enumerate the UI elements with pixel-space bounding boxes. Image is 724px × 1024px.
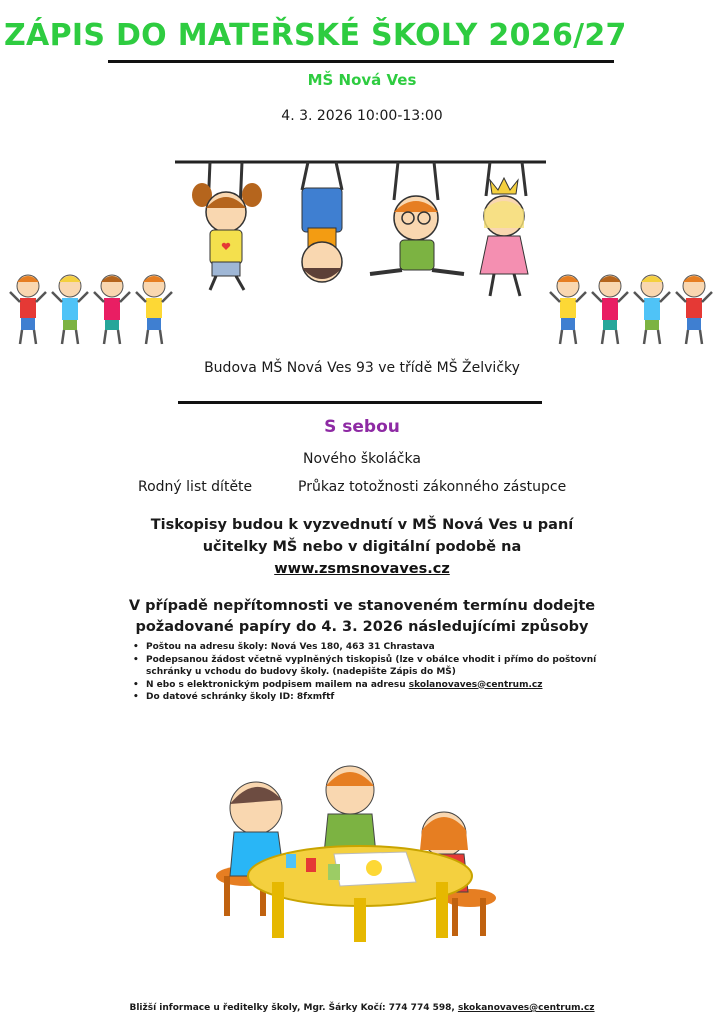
footer-contact: Bližší informace u ředitelky školy, Mgr. Šárky Kočí: 774 774 598, skokanovaves@centrum.cz — [129, 1003, 595, 1013]
page-title: ZÁPIS DO MATEŘSKÉ ŠKOLY 2026/27 — [4, 18, 627, 53]
footer-email-link[interactable]: skokanovaves@centrum.cz — [457, 1003, 595, 1013]
divider-top — [108, 60, 614, 63]
bring-heading: S sebou — [324, 417, 400, 437]
hanging-kid-2 — [302, 162, 342, 282]
forms-paragraph — [0, 514, 724, 580]
list-item: • Podepsanou žádost včetně vyplněných tiskopisů (lze v obálce vhodit i přímo do poštovní schránky u vchodu do budovy školy. (nadepište Zápis do MŠ) — [132, 654, 602, 679]
list-item: • Poštou na adresu školy: Nová Ves 180, 463 31 Chrastava — [132, 641, 602, 654]
event-datetime: 4. 3. 2026 10:00-13:00 — [281, 108, 443, 124]
absence-line-2: požadované papíry do 4. 3. 2026 následujícími způsoby — [135, 619, 589, 635]
bring-item-birth-certificate: Rodný list dítěte — [138, 479, 253, 495]
kids-drawing-illustration — [210, 758, 510, 948]
divider-middle — [178, 401, 542, 404]
list-item: • N ebo s elektronickým podpisem mailem na adresu skolanovaves@centrum.cz — [132, 679, 602, 692]
absence-line-1: V případě nepřítomnosti ve stanoveném termínu dodejte — [128, 598, 596, 614]
list-item: • Do datové schránky školy ID: 8fxmftf — [132, 691, 602, 704]
event-location: Budova MŠ Nová Ves 93 ve třídě MŠ Želvičky — [204, 360, 520, 376]
delivery-options-list — [132, 641, 602, 704]
kids-row-left-illustration — [8, 268, 174, 352]
hanging-kid-1 — [192, 162, 262, 290]
hanging-kid-3 — [370, 162, 464, 274]
kids-hanging-illustration — [170, 150, 550, 310]
bring-item-id-card: Průkaz totožnosti zákonného zástupce — [298, 479, 567, 495]
school-name: MŠ Nová Ves — [307, 71, 417, 89]
bring-item-child: Nového školáčka — [303, 451, 421, 467]
kids-row-right-illustration — [548, 268, 714, 352]
forms-line-1: Tiskopisy budou k vyzvednutí v MŠ Nová Ves u paní — [150, 517, 574, 533]
hanging-kid-4 — [480, 162, 528, 296]
absence-paragraph — [0, 596, 724, 638]
forms-line-2: učitelky MŠ nebo v digitální podobě na — [202, 539, 522, 555]
website-link[interactable]: www.zsmsnovaves.cz — [274, 561, 450, 577]
school-email-link[interactable]: skolanovaves@centrum.cz — [408, 679, 543, 690]
